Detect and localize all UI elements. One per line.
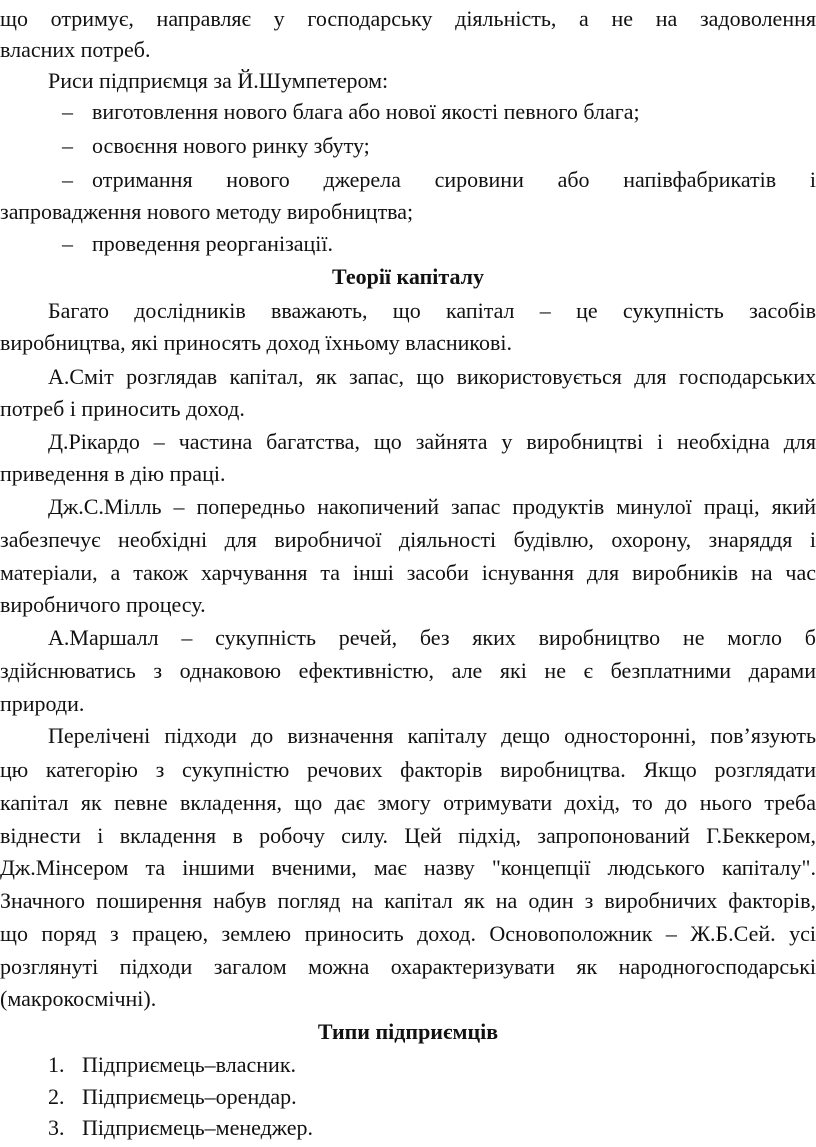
text-line: Дж.Мінсером та іншими вченими, має назву "концепції людського капіталу". (0, 855, 816, 880)
text-line: А.Маршалл – сукупність речей, без яких виробництво не могло б (48, 625, 816, 650)
text-line: потреб і приносить доход. (0, 396, 245, 421)
text-line: Дж.С.Мілль – попередньо накопичений запас продуктів минулої праці, який (48, 494, 816, 519)
text-line: Багато дослідників вважають, що капітал – це сукупність засобів (48, 298, 816, 323)
text-line: здійснюватись з однаковою ефективністю, але які не є безплатними дарами (0, 658, 816, 683)
text-line: природи. (0, 691, 85, 716)
bullet-text: отримання нового джерела сировини або напівфабрикатів і (92, 167, 816, 192)
text-line: виробничого процесу. (0, 592, 206, 617)
text-line: що поряд з працею, землею приносить доход. Основоположник – Ж.Б.Сей. усі (0, 921, 816, 946)
dash-marker: – (62, 231, 73, 256)
text-line: Риси підприємця за Й.Шумпетером: (48, 68, 389, 93)
text-line: приведення в дію праці. (0, 461, 226, 486)
list-number: 2. (48, 1084, 65, 1109)
text-line: капітал як певне вкладення, що дає змогу отримувати дохід, то до нього треба (0, 790, 816, 815)
text-line: запровадження нового методу виробництва; (0, 199, 414, 224)
text-line: Значного поширення набув погляд на капітал як на один з виробничих факторів, (0, 888, 816, 913)
dash-marker: – (62, 99, 73, 124)
section-heading: Типи підприємців (317, 1019, 499, 1044)
text-line: Перелічені підходи до визначення капіталу дещо односторонні, пов’язують (48, 723, 816, 748)
text-line: А.Сміт розглядав капітал, як запас, що використовується для господарських (48, 364, 816, 389)
list-text: Підприємець–орендар. (82, 1084, 297, 1109)
list-text: Підприємець–менеджер. (82, 1115, 313, 1140)
text-line: забезпечує необхідні для виробничої діяльності будівлю, охорону, знаряддя і (0, 527, 816, 552)
text-line: матеріали, а також харчування та інші засоби існування для виробників на час (0, 560, 816, 585)
bullet-text: проведення реорганізації. (92, 231, 334, 256)
text-line: власних потреб. (0, 37, 151, 62)
bullet-text: виготовлення нового блага або нової якості певного блага; (92, 99, 640, 124)
text-line: цю категорію з сукупністю речових факторів виробництва. Якщо розглядати (0, 757, 816, 782)
section-heading: Теорії капіталу (331, 264, 484, 289)
list-number: 1. (48, 1052, 65, 1077)
dash-marker: – (62, 167, 73, 192)
text-line: розглянуті підходи загалом можна охарактеризувати як народногосподарські (0, 954, 816, 979)
list-text: Підприємець–власник. (82, 1052, 297, 1077)
text-line: виробництва, які приносять доход їхньому власникові. (0, 330, 512, 355)
dash-marker: – (62, 133, 73, 158)
text-line: (макрокосмічні). (0, 986, 157, 1011)
bullet-text: освоєння нового ринку збуту; (92, 133, 370, 158)
text-line: що отримує, направляє у господарську діяльність, а не на задоволення (0, 6, 816, 31)
text-line: віднести і вкладення в робочу силу. Цей підхід, запропонований Г.Беккером, (0, 823, 816, 848)
text-line: Д.Рікардо – частина багатства, що зайнята у виробництві і необхідна для (48, 429, 816, 454)
list-number: 3. (48, 1115, 65, 1140)
